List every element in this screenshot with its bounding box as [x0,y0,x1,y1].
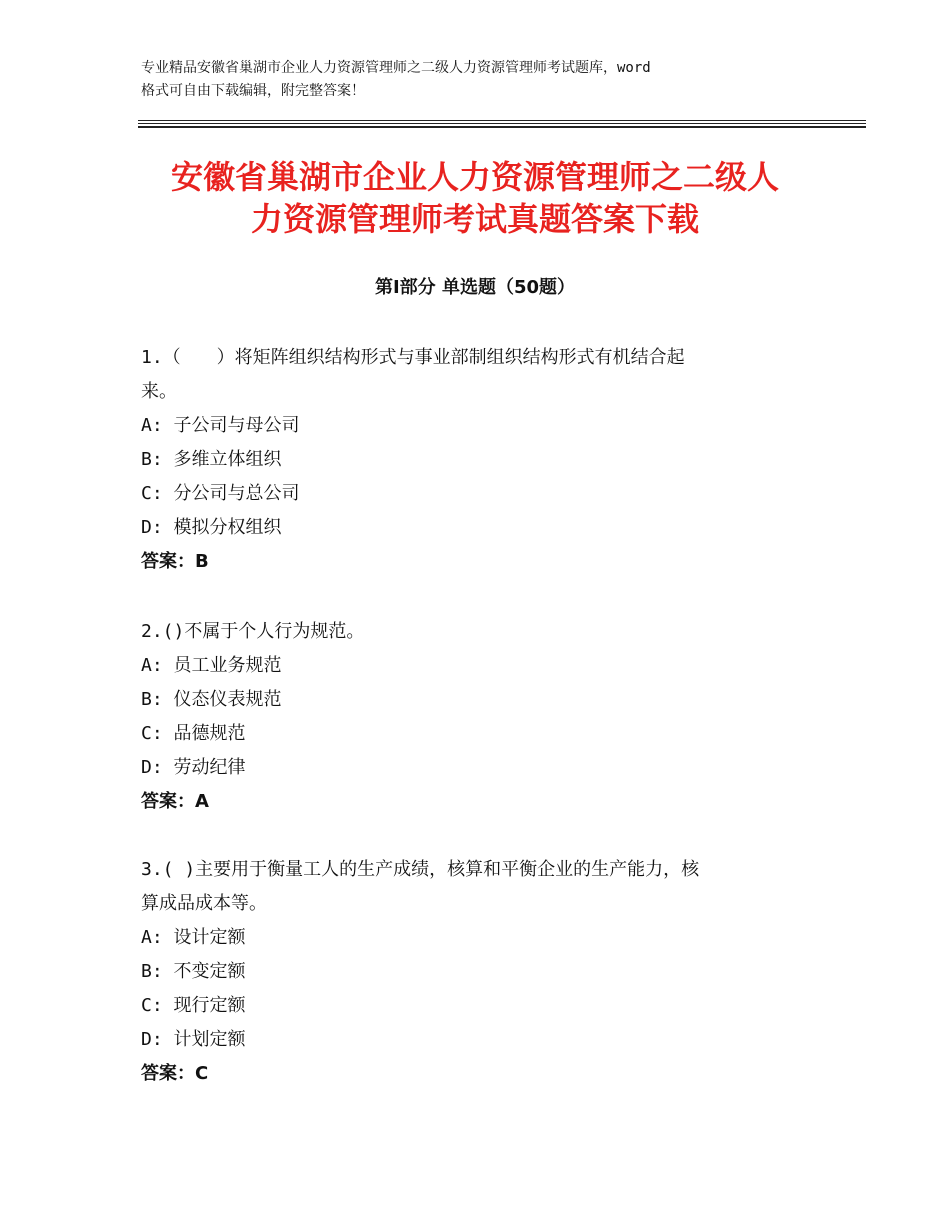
header-note-line: 格式可自由下载编辑，附完整答案！ [141,83,365,99]
option-c: C: 现行定额 [141,995,246,1016]
option-a: A: 设计定额 [141,927,246,948]
question-stem: 3.( )主要用于衡量工人的生产成绩，核算和平衡企业的生产能力，核 [141,859,700,880]
option-a: A: 员工业务规范 [141,655,282,676]
header-divider [138,126,866,128]
option-b: B: 多维立体组织 [141,449,282,470]
page-title [100,156,850,240]
header-note-line: 专业精品安徽省巢湖市企业人力资源管理师之二级人力资源管理师考试题库，word [141,60,651,76]
option-a: A: 子公司与母公司 [141,415,300,436]
question-block [141,341,821,579]
page-title-line: 安徽省巢湖市企业人力资源管理师之二级人 [170,158,779,196]
question-block [141,853,821,1091]
question-block [141,615,821,819]
answer-label: 答案：A [141,791,209,812]
option-c: C: 分公司与总公司 [141,483,300,504]
question-stem: 1.（ ）将矩阵组织结构形式与事业部制组织结构形式有机结合起 [141,347,685,368]
option-b: B: 仪态仪表规范 [141,689,282,710]
option-d: D: 计划定额 [141,1029,246,1050]
question-stem: 2.()不属于个人行为规范。 [141,621,365,642]
header-note [141,57,831,103]
header-divider [138,123,866,124]
option-c: C: 品德规范 [141,723,246,744]
answer-label: 答案：C [141,1063,209,1084]
option-d: D: 模拟分权组织 [141,517,282,538]
question-stem: 算成品成本等。 [141,893,267,914]
question-stem: 来。 [141,381,177,402]
header-divider [138,120,866,121]
section-title: 第Ⅰ部分 单选题（50题） [374,277,575,298]
option-d: D: 劳动纪律 [141,757,246,778]
answer-label: 答案：B [141,551,209,572]
page-title-line: 力资源管理师考试真题答案下载 [250,200,699,238]
option-b: B: 不变定额 [141,961,246,982]
